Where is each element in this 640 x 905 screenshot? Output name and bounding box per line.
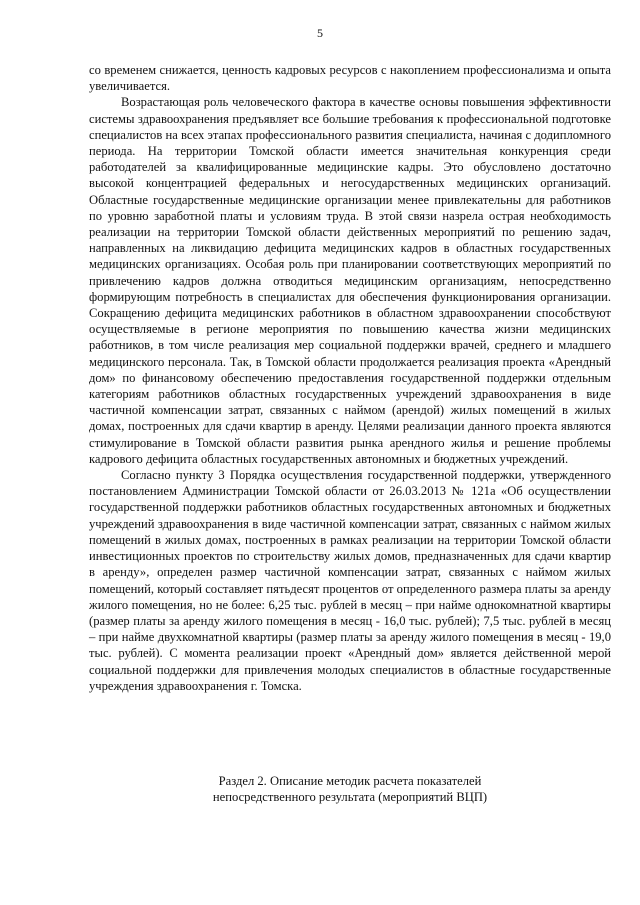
- section-heading-line-2: непосредственного результата (мероприятий ВЦП): [212, 790, 488, 805]
- section-heading-line-1: Раздел 2. Описание методик расчета показателей: [218, 774, 482, 788]
- paragraph-state-support: Согласно пункту 3 Порядка осуществления государственной поддержки, утвержденного постановлением Администрации Томской области от 26.03.2013 № 121а «Об осуществлении государственной поддержки работников областных государственных автономных и бюджетных учреждений здравоохранения в виде частичной компенсации затрат, связанных с наймом жилых помещений в жилых домах, построенных в рамках реализации на территории Томской области инвестиционных проектов по строительству жилых домов, предназначенных для сдачи квартир в аренду», определен размер частичной компенсации затрат, связанных с наймом жилых помещений, который составляет пятьдесят процентов от определенного размера платы за аренду жилого помещения, но не более: 6,25 тыс. рублей в месяц – при найме однокомнатной квартиры (размер платы за аренду жилого помещения в месяц - 16,0 тыс. рублей); 7,5 тыс. рублей в месяц – при найме двухкомнатной квартиры (размер платы за аренду жилого помещения в месяц - 19,0 тыс. рублей). С момента реализации проект «Арендный дом» является действенной мерой социальной поддержки для привлечения молодых специалистов в областные государственные учреждения здравоохранения г. Томска.: [89, 468, 611, 693]
- section-heading: [89, 773, 611, 805]
- paragraph-human-factor: Возрастающая роль человеческого фактора в качестве основы повышения эффективности системы здравоохранения предъявляет все большие требования к профессиональной подготовке специалистов на всех этапах профессионального развития специалиста, начиная с додипломного периода. На территории Томской области имеется значительная конкуренция среди работодателей за квалифицированные медицинские кадры. Это обусловлено достаточно высокой концентрацией федеральных и негосударственных медицинских организаций. Областные государственные медицинские организации менее привлекательны для работников по уровню заработной платы и условиям труда. В этой связи назрела острая необходимость реализации на территории Томской области действенных мероприятий по решению задач, направленных на ликвидацию дефицита медицинских кадров в областных государственных медицинских организациях. Особая роль при планировании соответствующих мероприятий по привлечению кадров должна отводиться медицинским организациям, непосредственно формирующим потребность в специалистах для обеспечения функционирования организации. Сокращению дефицита медицинских работников в областном здравоохранении способствуют осуществляемые в регионе мероприятия по повышению качества жизни медицинских работников, в том числе реализация мер социальной поддержки врачей, среднего и младшего медицинского персонала. Так, в Томской области продолжается реализация проекта «Арендный дом» по финансовому обеспечению предоставления государственной поддержки отдельным категориям работников областных государственных учреждений здравоохранения в виде частичной компенсации затрат, связанных с наймом (арендой) жилых помещений в жилых домах, построенных для сдачи квартир в аренду. Целями реализации данного проекта являются стимулирование в Томской области развития рынка арендного жилья и решение проблемы кадрового дефицита областных государственных автономных и бюджетных учреждений.: [89, 95, 611, 466]
- paragraph-continuation: со временем снижается, ценность кадровых ресурсов с накоплением профессионализма и опыта увеличивается.: [89, 63, 611, 94]
- body-text: [89, 62, 611, 694]
- page-number: 5: [317, 26, 323, 40]
